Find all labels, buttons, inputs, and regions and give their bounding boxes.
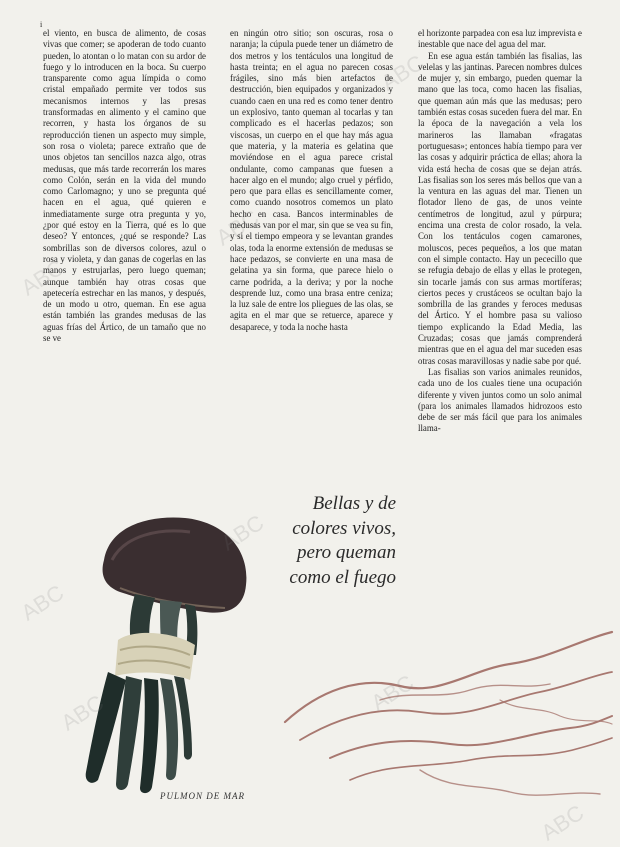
- paragraph: En ese agua están también las fisalias, las velelas y las jantinas. Parecen nombres dulces de mujer y, sin embargo, pueden quemar la mano que las toca, como hacen las fisalias, que queman aún más que las medusas; pero también estas cosas suceden fuera del mar. En la época de la navegación a vela los marineros las llamaban «fragatas portuguesas»; entonces había tiempo para ver las cosas y adquirir práctica de ellas; ahora la vida está hecha de cosas que se dejan atrás. Las fisalias son los seres más bellos que van a la ventura en las aguas del mar. Tienen un flotador lleno de gas, de unos veinte centímetros de longitud, azul y púrpura; encima una cresta de color rosado, la vela. Con los tentáculos cogen camarones, moluscos, peces pequeños, a los que matan con el simple contacto. Hay un pececillo que se refugia debajo de ellas y ellas le protegen, sin tocarle jamás con sus armas mortíferas; ciertos peces y crustáceos se ocultan bajo la sombrilla de las grandes y feroces medusas del Ártico. Y el hombre pasa su valioso tiempo explicando la Edad Media, las Cruzadas; cosas que jamás comprenderá mientras que en el agua del mar suceden esas otras cosas maravillosas y nadie sabe por qué.: [418, 50, 582, 366]
- page-folio: i: [40, 20, 43, 29]
- headline-line: Bellas y de: [312, 493, 396, 514]
- fisalia-tentacles: [285, 632, 612, 795]
- watermark: ABC: [211, 204, 264, 251]
- watermark: ABC: [216, 509, 269, 556]
- watermark: ABC: [16, 579, 69, 626]
- jellyfish-fringe: [115, 633, 195, 680]
- paragraph: en ningún otro sitio; son oscuras, rosa o naranja; la cúpula puede tener un diámetro de dos metros y los tentáculos una longitud de hasta treinta; en el agua no parecen cosas frágiles, sino más bien artefactos de destrucción, bien equipados y organizados y cuando caen en una red es como tener dentro un explosivo, tanto queman al tocarlas y tan complicado es el hacerlas pedazos; son viscosas, un cuerpo en el que hay más agua que materia, y la materia es gelatina que moviéndose en el agua parece cristal ondulante, como campanas que fuesen a hacer algo en el mundo; algo cruel y pérfido, pero que para ellas es sencillamente comer, como cuando nosotros comemos un plato hecho en casa. Bancos interminables de medusas van por el mar, sin que se vea su fin, y si el tiempo empeora y se levantan grandes olas, toda la enorme extensión de medusas se hace pedazos, se convierte en una masa de gelatina ya sin forma, que parece hielo o carne podrida, a la deriva; y por la noche desprende luz, como una brasa entre ceniza; la luz sale de entre los pliegues de las olas, se agita en el mar que se retuerce, aparece y desaparece, y toda la noche hasta: [230, 28, 393, 332]
- headline-line: pero queman: [296, 542, 396, 563]
- headline-line: como el fuego: [289, 566, 396, 588]
- paragraph: el horizonte parpadea con esa luz imprevista e inestable que nace del agua del mar.: [418, 28, 582, 50]
- watermark: ABC: [56, 689, 109, 736]
- watermark: ABC: [16, 254, 69, 301]
- watermark: ABC: [536, 799, 589, 846]
- paragraph: el viento, en busca de alimento, de cosas vivas que comer; se apoderan de todo cuanto pueden, lo atontan o lo matan con su ardor de fuego y lo introducen en la boca. Su cuerpo transparente como agua límpida o como cristal empañado permite ver todos sus mecanismos internos y las presas transformadas en alimento y el camino que recorren, y hasta los órganos de su reproducción tienen un aspecto muy simple, son rosa o violeta; parece extraño que de unos objetos tan sencillos nazca algo, otras medusas, que más tarde recorrerán los mares como Colón, serán en la vida del mundo como Carlomagno; y uno se pregunta qué hacen en el agua, qué quieren e inmediatamente surge otra pregunta y yo, ¿por qué estoy en la Tierra, qué es lo que deseo? Y entonces, ¿qué se responde? Las sombrillas son de diversos colores, azul o rosa y violeta, y dan ganas de cogerlas en las manos y estrujarlas, pero luego queman; aunque también hay otras cosas que apetecería estrechar en las manos, y después, de un modo u otro, queman. En ese agua están también las grandes medusas de las aguas frías del Ártico, de un tamaño que no se ve: [43, 28, 206, 344]
- headline-line: colores vivos,: [292, 517, 396, 539]
- watermark: ABC: [376, 49, 429, 96]
- paragraph: Las fisalias son varios animales reunidos, cada uno de los cuales tiene una ocupación diferente y viven juntos como un solo animal (para los animales llamados hidrozoos esto debe de ser más fácil que para los animales llama-: [418, 366, 582, 434]
- jellyfish-oral-arms: [86, 672, 192, 793]
- illustration-caption: PULMON DE MAR: [160, 791, 245, 801]
- watermark: ABC: [366, 669, 419, 716]
